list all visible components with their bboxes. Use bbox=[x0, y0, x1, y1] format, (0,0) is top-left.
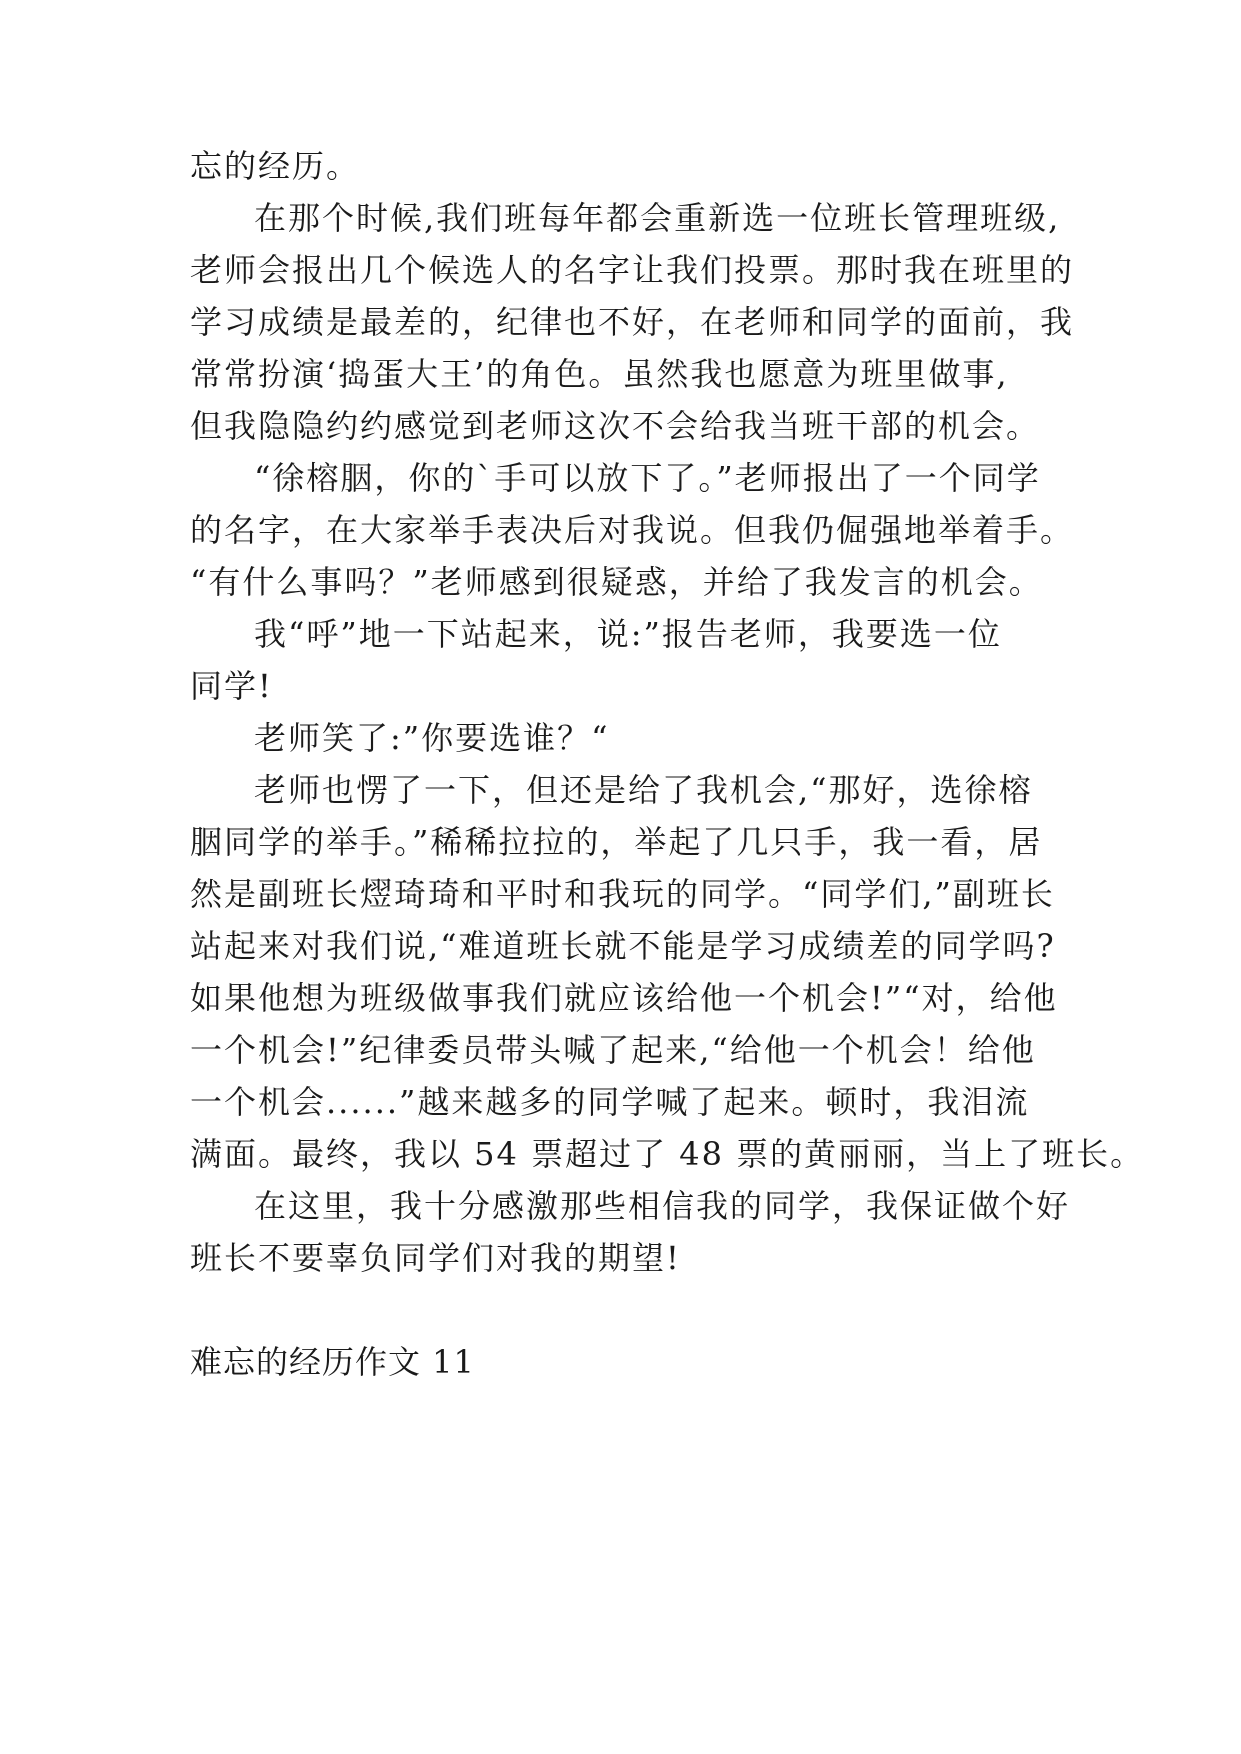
paragraph-start-line: 老师也愣了一下，但还是给了我机会,“那好，选徐榕 bbox=[254, 771, 1033, 809]
text-line: 老师会报出几个候选人的名字让我们投票。那时我在班里的 bbox=[190, 251, 1075, 289]
paragraph-start-line: 在这里，我十分感激那些相信我的同学，我保证做个好 bbox=[254, 1187, 1071, 1225]
text-line: 一个机会!”纪律委员带头喊了起来,“给他一个机会！给他 bbox=[190, 1031, 1036, 1069]
text-line: 然是副班长熤琦琦和平时和我玩的同学。“同学们,”副班长 bbox=[190, 875, 1055, 913]
text-line: 但我隐隐约约感觉到老师这次不会给我当班干部的机会。 bbox=[190, 407, 1041, 445]
text-line: 忘的经历。 bbox=[190, 147, 361, 185]
text-line: 胭同学的举手。”稀稀拉拉的，举起了几只手，我一看，居 bbox=[190, 823, 1043, 861]
text-line: 一个机会......”越来越多的同学喊了起来。顿时，我泪流 bbox=[190, 1083, 1030, 1121]
text-line: “有什么事吗？”老师感到很疑惑，并给了我发言的机会。 bbox=[190, 563, 1043, 601]
text-line: 常常扮演‘捣蛋大王’的角色。虽然我也愿意为班里做事, bbox=[190, 355, 1009, 393]
text-line: 同学! bbox=[190, 667, 273, 705]
paragraph-start-line: 我“呼”地一下站起来，说:”报告老师，我要选一位 bbox=[254, 615, 1002, 653]
paragraph-start-line: 老师笑了:”你要选谁？“ bbox=[254, 719, 610, 757]
text-line: 学习成绩是最差的，纪律也不好，在老师和同学的面前，我 bbox=[190, 303, 1075, 341]
text-line: 如果他想为班级做事我们就应该给他一个机会!”“对，给他 bbox=[190, 979, 1058, 1017]
paragraph-start-line: “徐榕胭，你的`手可以放下了。”老师报出了一个同学 bbox=[254, 459, 1041, 497]
section-heading: 难忘的经历作文 11 bbox=[190, 1343, 475, 1381]
paragraph-start-line: 在那个时候,我们班每年都会重新选一位班长管理班级, bbox=[254, 199, 1061, 237]
text-line: 站起来对我们说,“难道班长就不能是学习成绩差的同学吗? bbox=[190, 927, 1056, 965]
text-line: 的名字，在大家举手表决后对我说。但我仍倔强地举着手。 bbox=[190, 511, 1075, 549]
text-line: 班长不要辜负同学们对我的期望! bbox=[190, 1239, 681, 1277]
text-line: 满面。最终，我以 54 票超过了 48 票的黄丽丽，当上了班长。 bbox=[190, 1135, 1145, 1173]
